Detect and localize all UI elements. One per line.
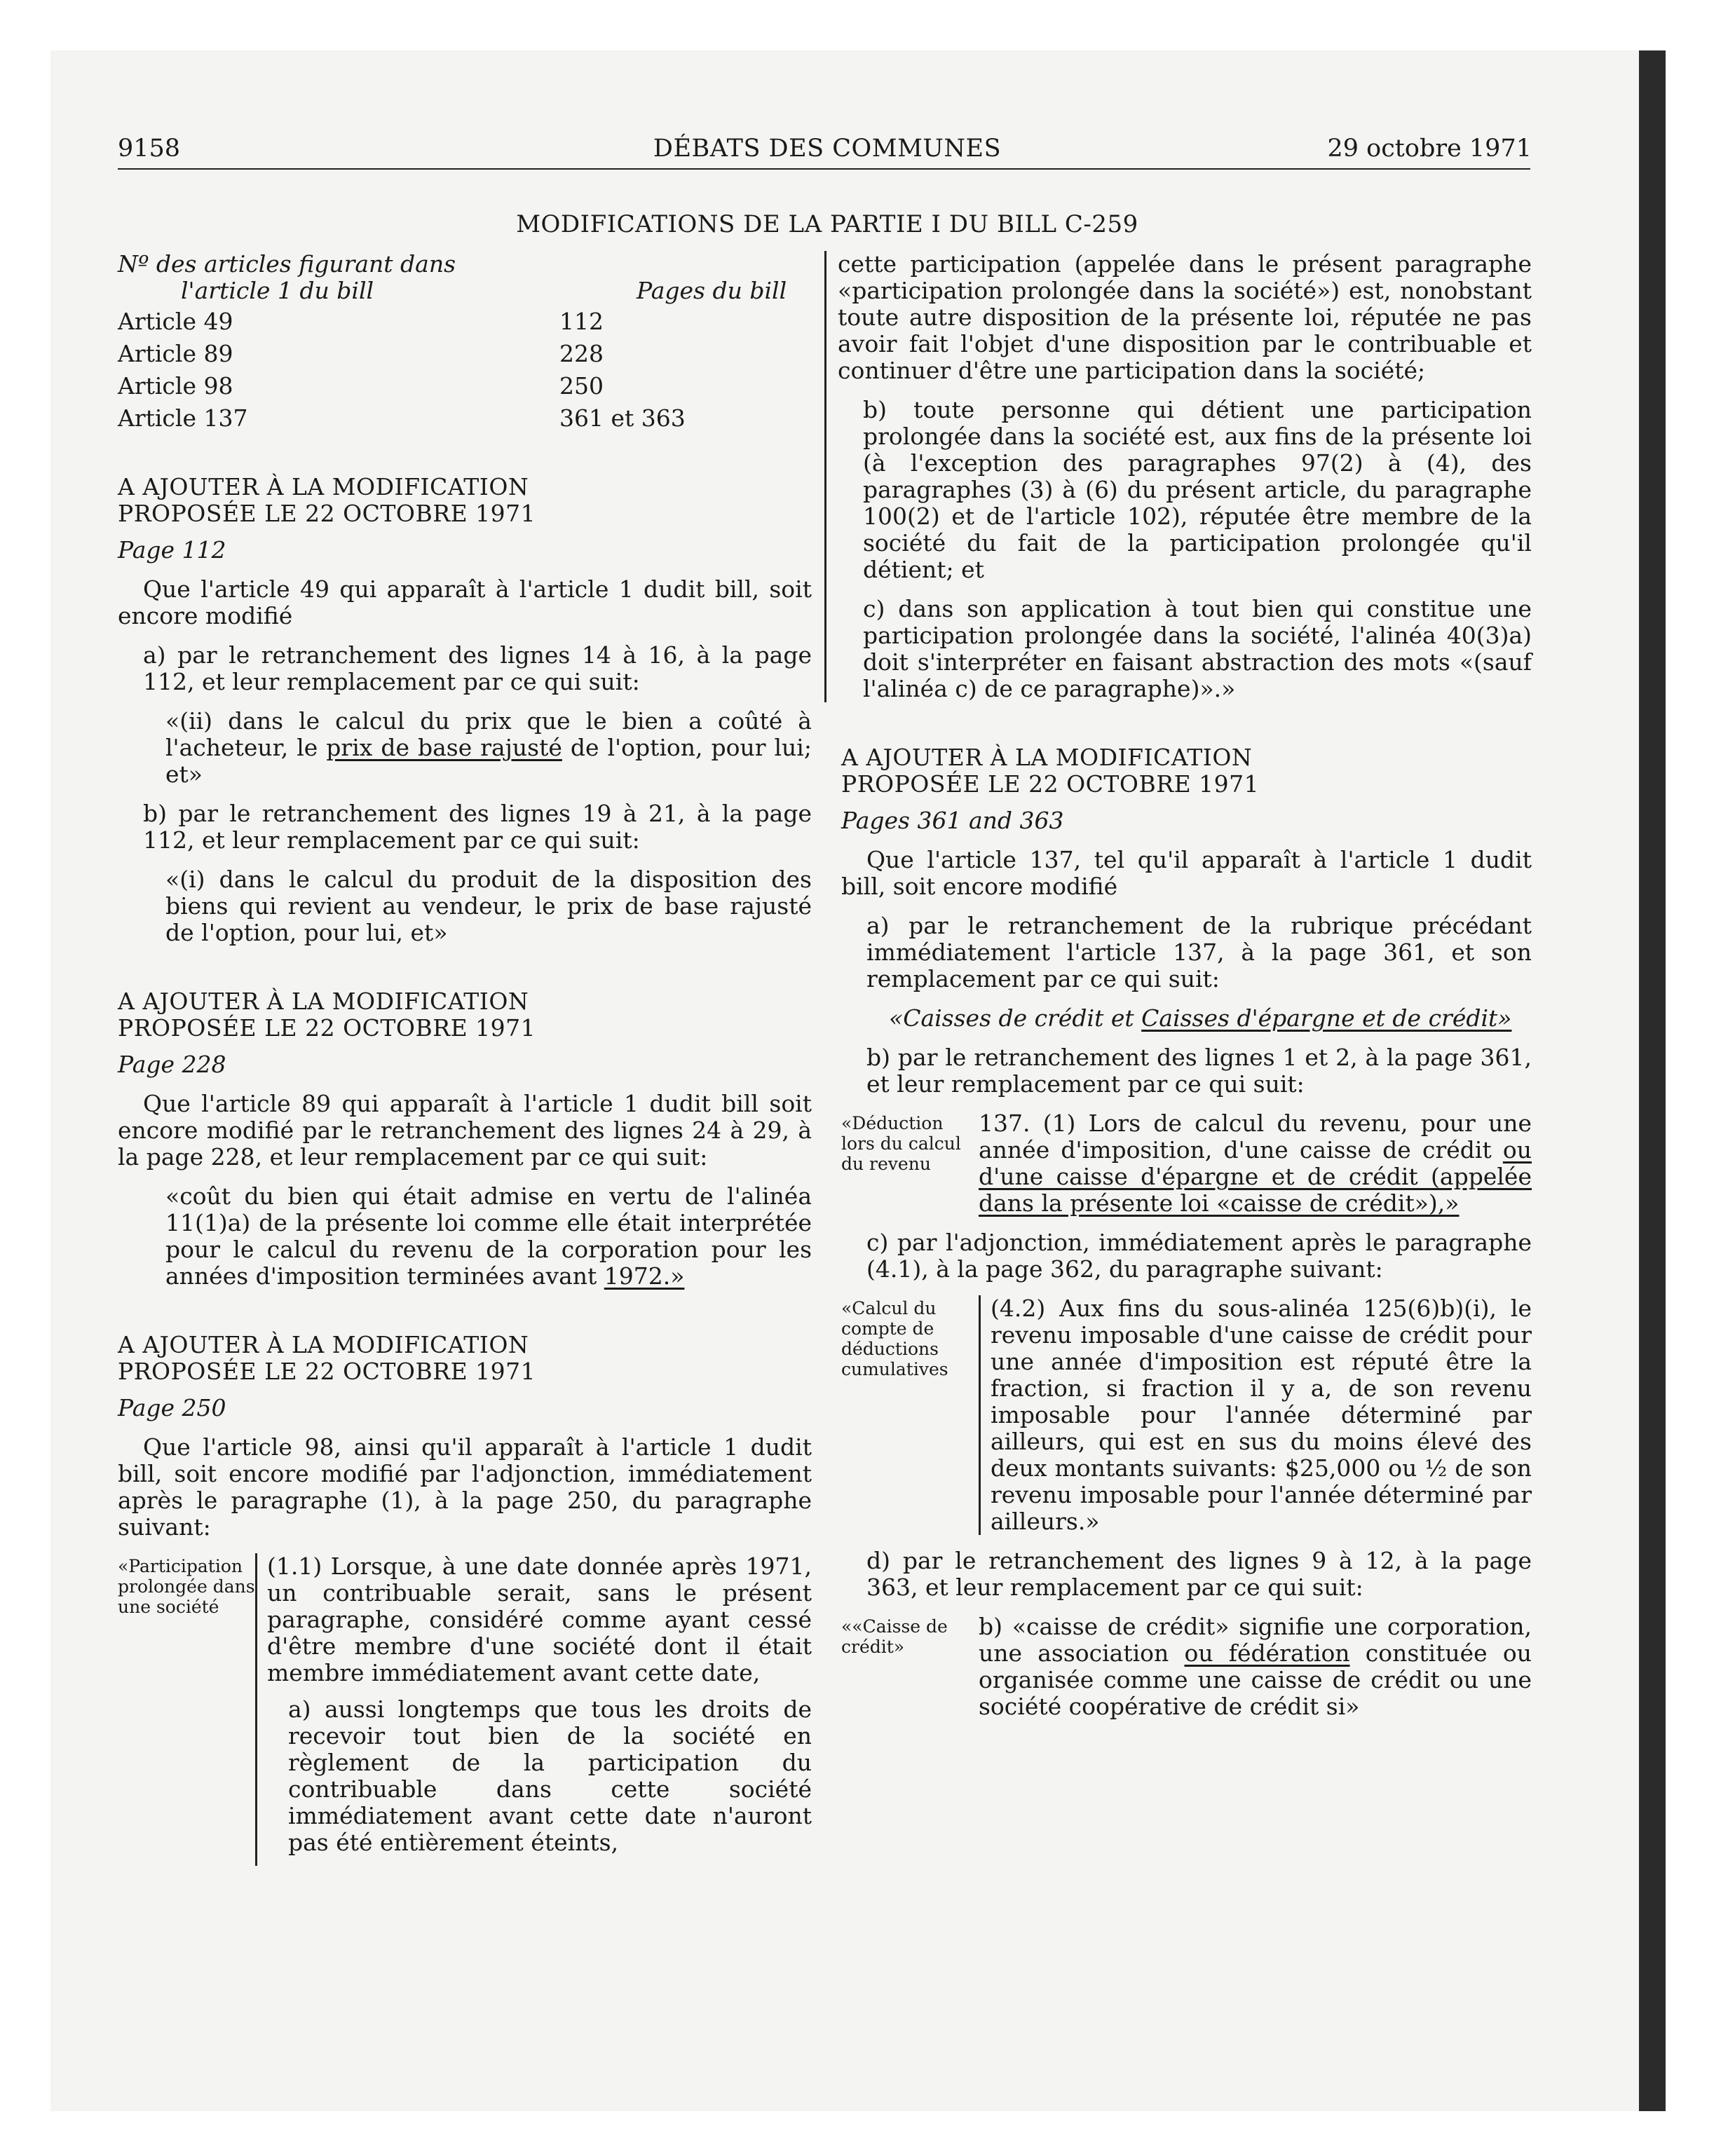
margin-note-block xyxy=(841,1110,1532,1217)
paragraph: Que l'article 89 qui apparaît à l'article 1 dudit bill soit encore modifié par le retranchement des lignes 24 à 29, à la page 228, et leur remplacement par ce qui suit: xyxy=(118,1090,812,1171)
section-heading-line2: PROPOSÉE LE 22 OCTOBRE 1971 xyxy=(118,1014,536,1042)
paragraph: b) toute personne qui détient une participation prolongée dans la société est, aux fins de la présente loi (à l'exception des paragraphes 97(2) à (4), des paragraphes (3) à (6) du présent article, du paragraphe 100(2) et de l'article 102), réputée être membre de la société du fait de la participation prolongée qu'il détient; et xyxy=(863,396,1532,583)
quote-text: de l'option, pour lui; et» xyxy=(165,734,812,788)
paragraph: a) par le retranchement de la rubrique précédant immédiatement l'article 137, à la page 361, et son remplacement par ce qui suit: xyxy=(866,912,1532,992)
table-cell-pages: 250 xyxy=(559,372,604,400)
amended-text xyxy=(979,1110,1532,1217)
amended-text-part: constituée ou organisée comme une caisse de crédit ou une société coopérative de crédit si» xyxy=(979,1639,1532,1720)
quote-text: «Caisses de crédit et xyxy=(889,1004,1142,1032)
quoted-text xyxy=(118,708,812,788)
section-heading-line1: A AJOUTER À LA MODIFICATION xyxy=(118,473,529,500)
paragraph: d) par le retranchement des lignes 9 à 12, à la page 363, et leur remplacement par ce qui suit: xyxy=(866,1547,1532,1601)
table-header xyxy=(118,251,812,304)
table-row xyxy=(118,341,812,367)
table-row xyxy=(118,308,812,335)
paragraph: (1.1) Lorsque, à une date donnée après 1971, un contribuable serait, sans le présent paragraphe, considéré comme ayant cessé d'être membre d'une société dont il était membre immédiatement avant cette date, xyxy=(267,1553,812,1686)
table-head-left-line2: l'article 1 du bill xyxy=(181,277,374,304)
paragraph: Que l'article 49 qui apparaît à l'article 1 dudit bill, soit encore modifié xyxy=(118,575,812,629)
table-row xyxy=(118,373,812,400)
table-head-right: Pages du bill xyxy=(637,277,787,304)
page-reference: Page 112 xyxy=(118,536,226,564)
underlined-text: 1972.» xyxy=(604,1262,685,1290)
amended-text-part: b) «caisse de crédit» signifie une corporation, une association xyxy=(979,1613,1532,1667)
underlined-text: ou d'une caisse d'épargne et de crédit (appelée dans la présente loi «caisse de crédit»),» xyxy=(979,1136,1532,1217)
margin-note: «Déduction lors du calcul du revenu xyxy=(841,1113,961,1174)
paragraph: cette participation (appelée dans le présent paragraphe «participation prolongée dans la société») est, nonobstant toute autre disposition de la présente loi, réputée ne pas avoir fait l'objet d'une disposition par le contribuable et continuer d'être une participation dans la société; xyxy=(838,250,1532,384)
document-title: MODIFICATIONS DE LA PARTIE I DU BILL C-259 xyxy=(516,210,1138,238)
paragraph: c) dans son application à tout bien qui constitue une participation prolongée dans la société, l'alinéa 40(3)a) doit s'interpréter en faisant abstraction des mots «(sauf l'alinéa c) de ce paragraphe)».» xyxy=(863,595,1532,702)
table-cell-pages: 112 xyxy=(559,308,604,335)
table-cell-article: Article 137 xyxy=(118,404,248,432)
paragraph: c) par l'adjonction, immédiatement après le paragraphe (4.1), à la page 362, du paragraphe suivant: xyxy=(866,1229,1532,1283)
margin-note-block xyxy=(841,1295,1532,1535)
page-reference: Page 250 xyxy=(118,1394,226,1421)
table-row xyxy=(118,405,812,432)
amended-text-part: 137. (1) Lors de calcul du revenu, pour une année d'imposition, d'une caisse de crédit xyxy=(979,1110,1532,1164)
header-rule xyxy=(118,168,1530,170)
underlined-text: prix de base rajusté xyxy=(326,734,562,761)
table-cell-article: Article 98 xyxy=(118,372,233,400)
section-heading-line1: A AJOUTER À LA MODIFICATION xyxy=(118,1331,529,1358)
table-head-left-line1: Nº des articles figurant dans xyxy=(118,250,456,278)
quote-text: «coût du bien qui était admise en vertu de l'alinéa 11(1)a) de la présente loi comme elle était interprétée pour le calcul du revenu de la corporation pour les années d'imposition terminées avant xyxy=(165,1182,812,1290)
section-heading-line1: A AJOUTER À LA MODIFICATION xyxy=(841,744,1253,771)
amended-text: (4.2) Aux fins du sous-alinéa 125(6)b)(i), le revenu imposable d'une caisse de crédit pour une année d'imposition est réputé être la fraction, si fraction il y a, de son revenu imposable pour l'année déterminé par ailleurs, qui est en sus du moins élevé des deux montants suivants: $25,000 ou ½ de son revenu imposable pour l'année déterminé par ailleurs.» xyxy=(979,1295,1532,1535)
paragraph: Que l'article 98, ainsi qu'il apparaît à l'article 1 dudit bill, soit encore modifié par l'adjonction, immédiatement après le paragraphe (1), à la page 250, du paragraphe suivant: xyxy=(118,1433,812,1541)
page-reference: Page 228 xyxy=(118,1051,226,1078)
paragraph: a) par le retranchement des lignes 14 à 16, à la page 112, et leur remplacement par ce qui suit: xyxy=(143,641,812,695)
margin-note-block xyxy=(118,1553,812,1866)
table-cell-pages: 361 et 363 xyxy=(559,404,686,432)
underlined-text: ou fédération xyxy=(1184,1639,1350,1667)
amended-text xyxy=(979,1613,1532,1720)
underlined-text: Caisses d'épargne et de crédit» xyxy=(1141,1004,1512,1032)
left-column xyxy=(118,251,812,1878)
quoted-text xyxy=(841,1005,1532,1032)
paragraph: b) par le retranchement des lignes 19 à 21, à la page 112, et leur remplacement par ce qui suit: xyxy=(143,800,812,854)
margin-note-block xyxy=(841,1613,1532,1720)
right-column xyxy=(838,250,1532,1733)
section-heading xyxy=(118,474,812,527)
paragraph: b) par le retranchement des lignes 1 et 2, à la page 361, et leur remplacement par ce qui suit: xyxy=(866,1044,1532,1098)
section-heading-line2: PROPOSÉE LE 22 OCTOBRE 1971 xyxy=(841,770,1260,798)
header-date: 29 octobre 1971 xyxy=(1327,135,1532,163)
section-heading xyxy=(841,744,1532,798)
continued-amended-text xyxy=(824,251,1532,702)
scan-edge xyxy=(1639,50,1666,2111)
table-cell-article: Article 89 xyxy=(118,340,233,367)
publication-title: DÉBATS DES COMMUNES xyxy=(653,135,1002,163)
section-heading-line2: PROPOSÉE LE 22 OCTOBRE 1971 xyxy=(118,1358,536,1385)
table-cell-article: Article 49 xyxy=(118,308,233,335)
section-heading xyxy=(118,988,812,1042)
table-head-left xyxy=(118,251,510,304)
paragraph: a) aussi longtemps que tous les droits de recevoir tout bien de la société en règlement de la participation du contribuable dans cette société immédiatement avant cette date n'auront pas été entièrement éteints, xyxy=(288,1696,812,1856)
page-number: 9158 xyxy=(118,135,181,163)
section-heading-line1: A AJOUTER À LA MODIFICATION xyxy=(118,988,529,1015)
margin-note: ««Caisse de crédit» xyxy=(841,1616,948,1657)
paragraph: Que l'article 137, tel qu'il apparaît à l'article 1 dudit bill, soit encore modifié xyxy=(841,846,1532,900)
margin-note: «Calcul du compte de déductions cumulatives xyxy=(841,1298,948,1379)
quote-text: «(ii) dans le calcul du prix que le bien a coûté à l'acheteur, le xyxy=(165,707,812,761)
quoted-text: «(i) dans le calcul du produit de la disposition des biens qui revient au vendeur, le prix de base rajusté de l'option, pour lui, et» xyxy=(165,866,812,946)
quoted-text xyxy=(118,1183,812,1290)
section-heading-line2: PROPOSÉE LE 22 OCTOBRE 1971 xyxy=(118,500,536,527)
table-cell-pages: 228 xyxy=(559,340,604,367)
page-reference: Pages 361 and 363 xyxy=(841,807,1064,834)
amended-text xyxy=(255,1553,812,1866)
margin-note: «Participation prolongée dans une société xyxy=(118,1556,255,1617)
section-heading xyxy=(118,1332,812,1385)
